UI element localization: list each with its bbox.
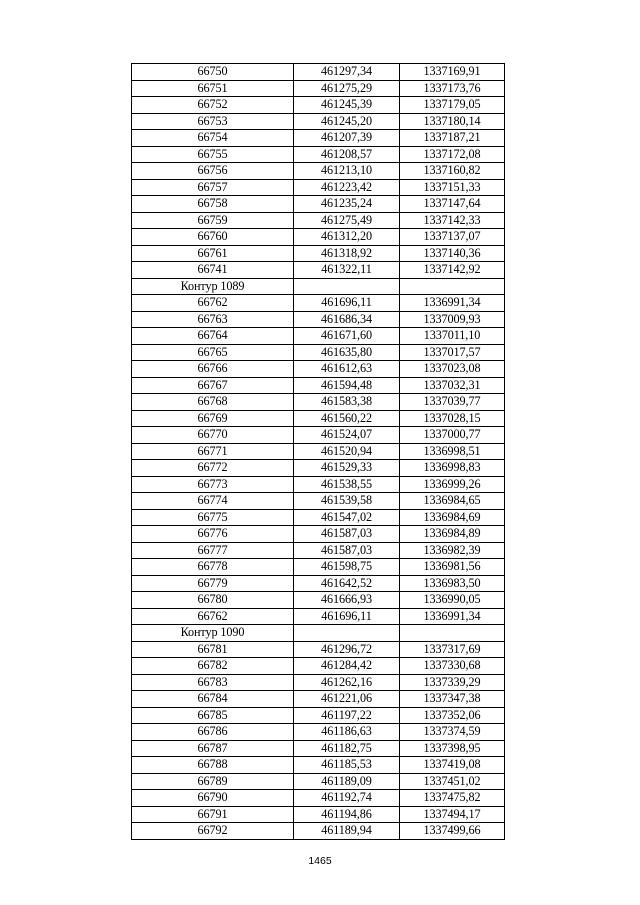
y-coordinate-cell: 1336984,89 [400,526,505,543]
y-coordinate-cell: 1336984,65 [400,493,505,510]
y-coordinate-cell: 1337179,05 [400,97,505,114]
point-id-cell: 66774 [132,493,294,510]
table-row [132,394,505,411]
y-coordinate-cell: 1336991,34 [400,295,505,312]
x-coordinate-cell: 461520,94 [294,443,400,460]
x-coordinate-cell: 461547,02 [294,509,400,526]
x-coordinate-cell: 461182,75 [294,740,400,757]
y-coordinate-cell: 1337009,93 [400,311,505,328]
point-id-cell: 66772 [132,460,294,477]
table-row [132,707,505,724]
x-coordinate-cell: 461583,38 [294,394,400,411]
empty-cell [400,625,505,642]
y-coordinate-cell: 1337180,14 [400,113,505,130]
point-id-cell: 66791 [132,806,294,823]
table-row [132,130,505,147]
y-coordinate-cell: 1337475,82 [400,790,505,807]
y-coordinate-cell: 1337339,29 [400,674,505,691]
point-id-cell: 66768 [132,394,294,411]
x-coordinate-cell: 461696,11 [294,295,400,312]
point-id-cell: 66788 [132,757,294,774]
y-coordinate-cell: 1337023,08 [400,361,505,378]
empty-cell [294,278,400,295]
point-id-cell: 66776 [132,526,294,543]
y-coordinate-cell: 1337172,08 [400,146,505,163]
point-id-cell: 66761 [132,245,294,262]
y-coordinate-cell: 1337147,64 [400,196,505,213]
point-id-cell: 66779 [132,575,294,592]
x-coordinate-cell: 461529,33 [294,460,400,477]
y-coordinate-cell: 1337039,77 [400,394,505,411]
x-coordinate-cell: 461275,49 [294,212,400,229]
point-id-cell: 66766 [132,361,294,378]
x-coordinate-cell: 461322,11 [294,262,400,279]
point-id-cell: 66778 [132,559,294,576]
coordinates-table-body [132,64,505,840]
table-row [132,80,505,97]
table-row [132,509,505,526]
x-coordinate-cell: 461297,34 [294,64,400,81]
y-coordinate-cell: 1337398,95 [400,740,505,757]
section-label: Контур 1090 [132,625,294,642]
table-row [132,526,505,543]
point-id-cell: 66789 [132,773,294,790]
table-row [132,410,505,427]
point-id-cell: 66785 [132,707,294,724]
point-id-cell: 66790 [132,790,294,807]
table-row [132,674,505,691]
table-row [132,262,505,279]
empty-cell [294,625,400,642]
y-coordinate-cell: 1337317,69 [400,641,505,658]
point-id-cell: 66783 [132,674,294,691]
x-coordinate-cell: 461560,22 [294,410,400,427]
y-coordinate-cell: 1337000,77 [400,427,505,444]
table-row [132,245,505,262]
point-id-cell: 66754 [132,130,294,147]
x-coordinate-cell: 461192,74 [294,790,400,807]
x-coordinate-cell: 461245,39 [294,97,400,114]
point-id-cell: 66752 [132,97,294,114]
section-header-row [132,625,505,642]
x-coordinate-cell: 461275,29 [294,80,400,97]
x-coordinate-cell: 461612,63 [294,361,400,378]
point-id-cell: 66792 [132,823,294,840]
table-row [132,542,505,559]
x-coordinate-cell: 461189,94 [294,823,400,840]
y-coordinate-cell: 1337032,31 [400,377,505,394]
y-coordinate-cell: 1337494,17 [400,806,505,823]
x-coordinate-cell: 461696,11 [294,608,400,625]
table-row [132,311,505,328]
x-coordinate-cell: 461235,24 [294,196,400,213]
point-id-cell: 66764 [132,328,294,345]
table-row [132,790,505,807]
table-row [132,344,505,361]
x-coordinate-cell: 461207,39 [294,130,400,147]
table-row [132,691,505,708]
section-header-row [132,278,505,295]
y-coordinate-cell: 1336983,50 [400,575,505,592]
table-row [132,740,505,757]
x-coordinate-cell: 461686,34 [294,311,400,328]
point-id-cell: 66781 [132,641,294,658]
table-row [132,658,505,675]
table-row [132,163,505,180]
table-row [132,179,505,196]
point-id-cell: 66756 [132,163,294,180]
point-id-cell: 66773 [132,476,294,493]
point-id-cell: 66787 [132,740,294,757]
table-row [132,229,505,246]
y-coordinate-cell: 1337160,82 [400,163,505,180]
table-row [132,196,505,213]
x-coordinate-cell: 461671,60 [294,328,400,345]
x-coordinate-cell: 461587,03 [294,542,400,559]
x-coordinate-cell: 461524,07 [294,427,400,444]
x-coordinate-cell: 461538,55 [294,476,400,493]
point-id-cell: 66762 [132,608,294,625]
y-coordinate-cell: 1337151,33 [400,179,505,196]
x-coordinate-cell: 461312,20 [294,229,400,246]
y-coordinate-cell: 1336998,51 [400,443,505,460]
point-id-cell: 66777 [132,542,294,559]
x-coordinate-cell: 461666,93 [294,592,400,609]
point-id-cell: 66751 [132,80,294,97]
table-row [132,592,505,609]
point-id-cell: 66771 [132,443,294,460]
table-row [132,575,505,592]
point-id-cell: 66786 [132,724,294,741]
x-coordinate-cell: 461245,20 [294,113,400,130]
point-id-cell: 66759 [132,212,294,229]
table-row [132,97,505,114]
page-number: 1465 [308,855,332,867]
table-row [132,476,505,493]
x-coordinate-cell: 461594,48 [294,377,400,394]
y-coordinate-cell: 1337374,59 [400,724,505,741]
x-coordinate-cell: 461221,06 [294,691,400,708]
point-id-cell: 66784 [132,691,294,708]
empty-cell [400,278,505,295]
y-coordinate-cell: 1336984,69 [400,509,505,526]
x-coordinate-cell: 461539,58 [294,493,400,510]
y-coordinate-cell: 1337187,21 [400,130,505,147]
point-id-cell: 66762 [132,295,294,312]
point-id-cell: 66780 [132,592,294,609]
y-coordinate-cell: 1337028,15 [400,410,505,427]
point-id-cell: 66757 [132,179,294,196]
table-row [132,64,505,81]
point-id-cell: 66741 [132,262,294,279]
point-id-cell: 66765 [132,344,294,361]
table-row [132,641,505,658]
y-coordinate-cell: 1337451,02 [400,773,505,790]
table-row [132,823,505,840]
point-id-cell: 66760 [132,229,294,246]
y-coordinate-cell: 1336982,39 [400,542,505,559]
point-id-cell: 66782 [132,658,294,675]
y-coordinate-cell: 1337499,66 [400,823,505,840]
table-row [132,212,505,229]
x-coordinate-cell: 461284,42 [294,658,400,675]
x-coordinate-cell: 461587,03 [294,526,400,543]
y-coordinate-cell: 1337011,10 [400,328,505,345]
table-row [132,361,505,378]
table-row [132,427,505,444]
x-coordinate-cell: 461635,80 [294,344,400,361]
y-coordinate-cell: 1337142,92 [400,262,505,279]
y-coordinate-cell: 1336998,83 [400,460,505,477]
point-id-cell: 66769 [132,410,294,427]
y-coordinate-cell: 1337173,76 [400,80,505,97]
table-row [132,113,505,130]
x-coordinate-cell: 461213,10 [294,163,400,180]
section-label: Контур 1089 [132,278,294,295]
x-coordinate-cell: 461598,75 [294,559,400,576]
x-coordinate-cell: 461296,72 [294,641,400,658]
point-id-cell: 66755 [132,146,294,163]
table-row [132,608,505,625]
table-row [132,757,505,774]
y-coordinate-cell: 1337142,33 [400,212,505,229]
y-coordinate-cell: 1337140,36 [400,245,505,262]
y-coordinate-cell: 1337169,91 [400,64,505,81]
x-coordinate-cell: 461318,92 [294,245,400,262]
coordinates-table [131,63,505,840]
y-coordinate-cell: 1336981,56 [400,559,505,576]
x-coordinate-cell: 461189,09 [294,773,400,790]
y-coordinate-cell: 1337017,57 [400,344,505,361]
point-id-cell: 66763 [132,311,294,328]
table-row [132,460,505,477]
x-coordinate-cell: 461197,22 [294,707,400,724]
point-id-cell: 66750 [132,64,294,81]
table-row [132,806,505,823]
table-row [132,724,505,741]
y-coordinate-cell: 1336990,05 [400,592,505,609]
y-coordinate-cell: 1336999,26 [400,476,505,493]
y-coordinate-cell: 1337352,06 [400,707,505,724]
point-id-cell: 66775 [132,509,294,526]
point-id-cell: 66767 [132,377,294,394]
table-row [132,295,505,312]
table-row [132,443,505,460]
y-coordinate-cell: 1337137,07 [400,229,505,246]
table-row [132,146,505,163]
point-id-cell: 66770 [132,427,294,444]
x-coordinate-cell: 461194,86 [294,806,400,823]
y-coordinate-cell: 1337330,68 [400,658,505,675]
x-coordinate-cell: 461642,52 [294,575,400,592]
x-coordinate-cell: 461262,16 [294,674,400,691]
x-coordinate-cell: 461208,57 [294,146,400,163]
table-row [132,773,505,790]
x-coordinate-cell: 461223,42 [294,179,400,196]
x-coordinate-cell: 461185,53 [294,757,400,774]
point-id-cell: 66753 [132,113,294,130]
x-coordinate-cell: 461186,63 [294,724,400,741]
y-coordinate-cell: 1336991,34 [400,608,505,625]
table-row [132,493,505,510]
table-row [132,377,505,394]
table-row [132,559,505,576]
y-coordinate-cell: 1337347,38 [400,691,505,708]
point-id-cell: 66758 [132,196,294,213]
y-coordinate-cell: 1337419,08 [400,757,505,774]
table-row [132,328,505,345]
